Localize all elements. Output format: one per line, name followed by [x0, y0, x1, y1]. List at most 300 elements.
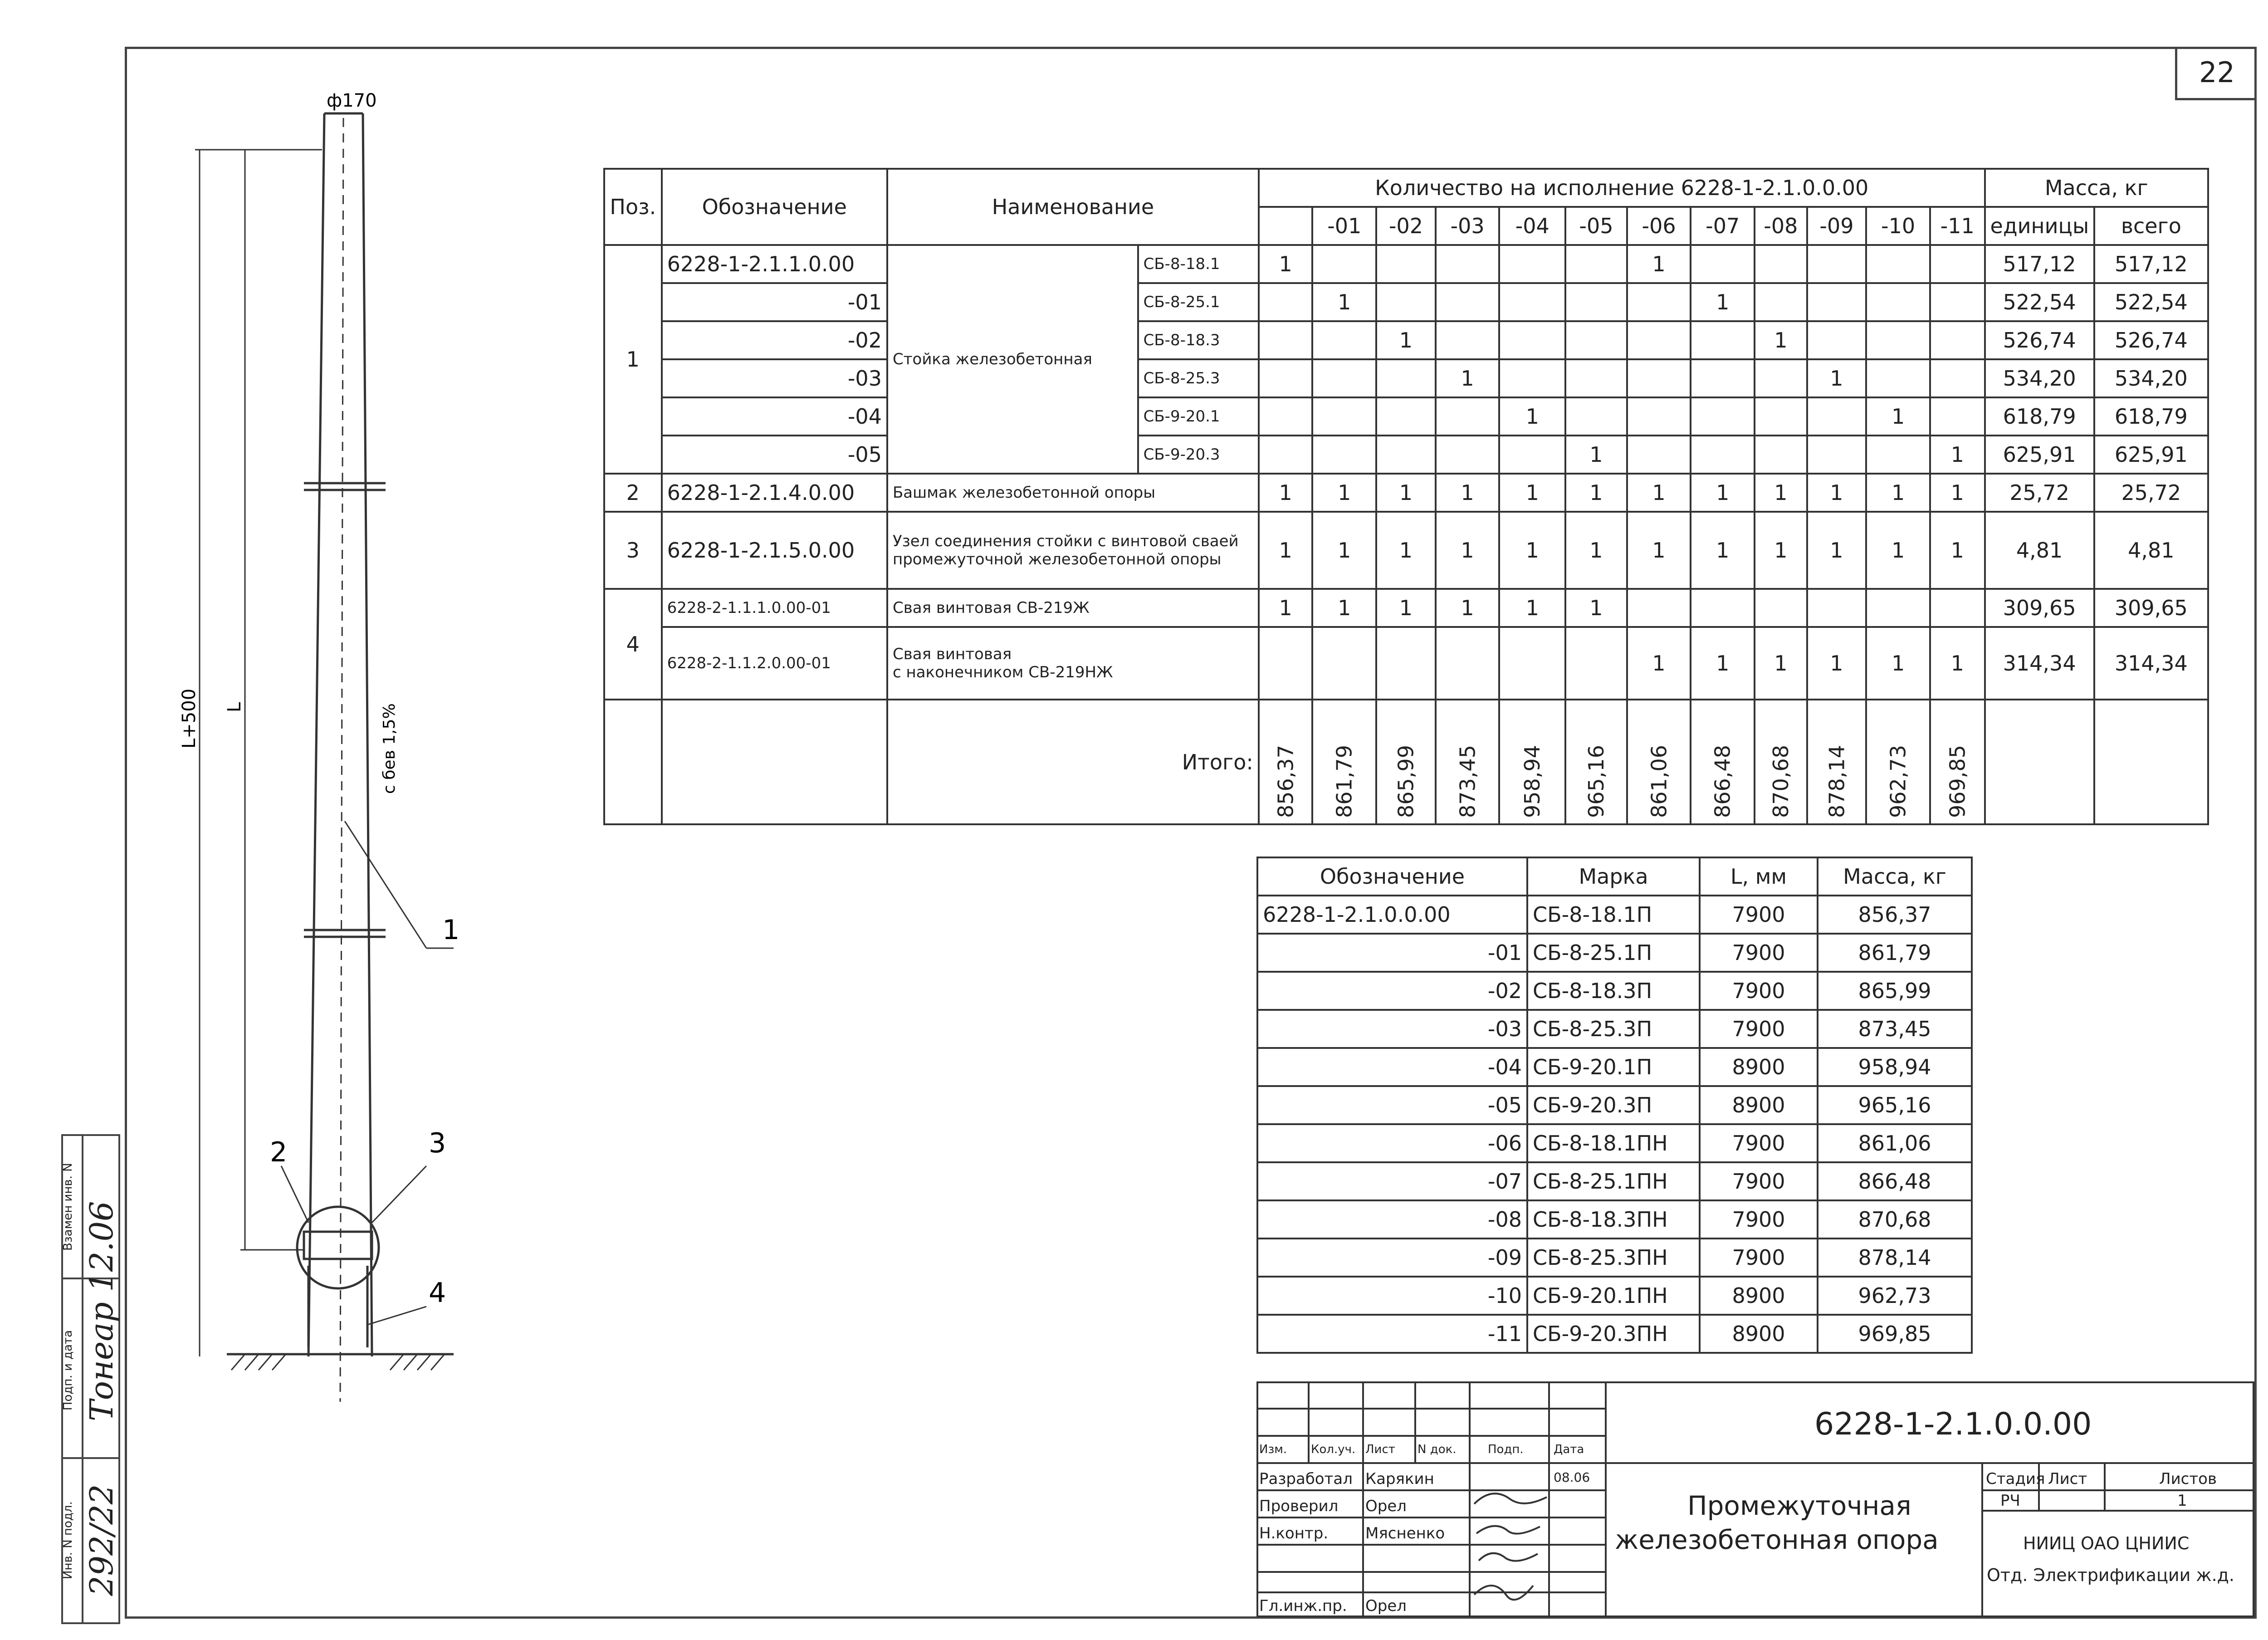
stand-rows	[604, 245, 2208, 474]
length-dimension-label: L	[224, 702, 245, 712]
totals-pos	[604, 700, 662, 824]
row-qty	[1930, 245, 1985, 283]
header-variant: -11	[1930, 207, 1985, 245]
header-pos: Поз.	[604, 169, 662, 245]
tb-role-1: Разработал	[1259, 1470, 1353, 1488]
tb-name-3: Мясненко	[1365, 1524, 1445, 1542]
row-qty	[1259, 359, 1313, 397]
mark-row	[1257, 896, 1972, 934]
mark-cell: 865,99	[1818, 972, 1972, 1010]
row-qty: 1	[1376, 589, 1436, 627]
row-qty	[1376, 436, 1436, 474]
specification-table	[603, 168, 2209, 825]
row-mark: СБ-8-25.3	[1138, 359, 1259, 397]
row-qty: 1	[1499, 474, 1565, 512]
mark-table	[1256, 857, 1973, 1354]
row-qty	[1627, 436, 1691, 474]
header-variant: -04	[1499, 207, 1565, 245]
row-name	[887, 627, 1259, 700]
mark-cell: 6228-1-2.1.0.0.00	[1257, 896, 1527, 934]
mark-cell: СБ-8-18.3ПН	[1527, 1200, 1700, 1239]
row-total-mass: 625,91	[2094, 436, 2208, 474]
height-dimension-label: L+500	[179, 688, 200, 749]
row-qty	[1376, 283, 1436, 321]
row-qty: 1	[1755, 474, 1807, 512]
row-qty	[1259, 436, 1313, 474]
row-unit-mass: 522,54	[1985, 283, 2094, 321]
row-unit-mass: 517,12	[1985, 245, 2094, 283]
row-designation: 6228-2-1.1.1.0.00-01	[662, 589, 887, 627]
spec-header-row-1	[604, 169, 2208, 207]
row-qty	[1807, 321, 1867, 359]
mark-cell: -07	[1257, 1162, 1527, 1200]
row-total-mass: 618,79	[2094, 397, 2208, 436]
mark-header-row	[1257, 857, 1972, 896]
mark-cell: 861,79	[1818, 934, 1972, 972]
row-qty	[1755, 245, 1807, 283]
total-value: 861,06	[1627, 700, 1691, 824]
row-qty: 1	[1866, 397, 1930, 436]
tb-role-2: Проверил	[1259, 1497, 1339, 1515]
tb-col-data: Дата	[1554, 1443, 1584, 1456]
left-stamp	[61, 1134, 120, 1624]
row-name-line2: с наконечником СВ-219НЖ	[892, 663, 1113, 681]
sheets-value: 1	[2177, 1492, 2187, 1510]
mark-cell: 8900	[1700, 1277, 1818, 1315]
row-qty: 1	[1312, 512, 1376, 589]
row-qty: 1	[1436, 589, 1500, 627]
mark-cell: 866,48	[1818, 1162, 1972, 1200]
header-variant: -10	[1866, 207, 1930, 245]
mark-row	[1257, 1239, 1972, 1277]
row-designation: -05	[662, 436, 887, 474]
row-total-mass: 517,12	[2094, 245, 2208, 283]
row-qty	[1627, 359, 1691, 397]
row-qty: 1	[1866, 474, 1930, 512]
totals-designation	[662, 700, 887, 824]
row-qty: 1	[1259, 474, 1313, 512]
spec-row	[604, 474, 2208, 512]
row-qty: 1	[1627, 474, 1691, 512]
mark-table-body	[1257, 857, 1972, 1353]
sheets-label: Листов	[2159, 1470, 2217, 1488]
row-qty	[1807, 397, 1867, 436]
total-value: 969,85	[1930, 700, 1985, 824]
mark-cell: 7900	[1700, 896, 1818, 934]
tb-col-ndok: N док.	[1418, 1443, 1457, 1456]
row-qty	[1866, 321, 1930, 359]
row-qty	[1376, 245, 1436, 283]
row-qty	[1565, 397, 1627, 436]
row-qty	[1436, 245, 1500, 283]
row-pos: 1	[604, 245, 662, 474]
org-line1: НИИЦ ОАО ЦНИИС	[2023, 1533, 2190, 1553]
mark-cell: СБ-8-18.1ПН	[1527, 1124, 1700, 1162]
mark-cell: СБ-8-25.1ПН	[1527, 1162, 1700, 1200]
row-qty	[1259, 627, 1313, 700]
mark-row	[1257, 1124, 1972, 1162]
mark-row	[1257, 972, 1972, 1010]
total-value: 865,99	[1376, 700, 1436, 824]
mark-header: Обозначение	[1257, 857, 1527, 896]
mark-cell: 7900	[1700, 1162, 1818, 1200]
tb-role-3: Н.контр.	[1259, 1524, 1329, 1542]
tb-name-2: Орел	[1365, 1497, 1407, 1515]
row-qty	[1691, 589, 1755, 627]
tb-col-podp: Подп.	[1488, 1443, 1524, 1456]
mark-cell: 8900	[1700, 1086, 1818, 1124]
drawing-title-line1: Промежуточная	[1687, 1490, 1911, 1521]
row-qty: 1	[1436, 512, 1500, 589]
row-total-mass: 4,81	[2094, 512, 2208, 589]
totals-unit	[1985, 700, 2094, 824]
row-qty	[1499, 245, 1565, 283]
mark-cell: -10	[1257, 1277, 1527, 1315]
row-total-mass: 522,54	[2094, 283, 2208, 321]
row-unit-mass: 526,74	[1985, 321, 2094, 359]
row-qty	[1807, 283, 1867, 321]
row-designation: -04	[662, 397, 887, 436]
mark-row	[1257, 1086, 1972, 1124]
row-designation: 6228-1-2.1.5.0.00	[662, 512, 887, 589]
spec-row	[604, 512, 2208, 589]
mark-row	[1257, 1010, 1972, 1048]
row-qty: 1	[1930, 627, 1985, 700]
row-qty	[1866, 283, 1930, 321]
mark-cell: СБ-8-18.3П	[1527, 972, 1700, 1010]
header-unit-mass: единицы	[1985, 207, 2094, 245]
row-qty	[1436, 397, 1500, 436]
row-qty: 1	[1807, 512, 1867, 589]
spec-row	[604, 436, 2208, 474]
spec-row	[604, 283, 2208, 321]
row-qty	[1259, 283, 1313, 321]
row-qty	[1691, 321, 1755, 359]
header-variant: -02	[1376, 207, 1436, 245]
mark-cell: 7900	[1700, 972, 1818, 1010]
row-qty	[1627, 283, 1691, 321]
mark-cell: СБ-9-20.3П	[1527, 1086, 1700, 1124]
mark-cell: СБ-8-25.3ПН	[1527, 1239, 1700, 1277]
row-qty	[1807, 589, 1867, 627]
row-qty	[1312, 359, 1376, 397]
row-qty: 1	[1627, 245, 1691, 283]
mark-cell: -04	[1257, 1048, 1527, 1086]
row-name-line1: Свая винтовая	[892, 645, 1012, 663]
row-pos: 4	[604, 589, 662, 700]
diameter-label: ф170	[327, 90, 377, 111]
total-value: 878,14	[1807, 700, 1867, 824]
row-qty: 1	[1930, 436, 1985, 474]
row-qty	[1691, 436, 1755, 474]
row-name-line1: Узел соединения стойки с винтовой сваей	[892, 532, 1239, 550]
stage-value: РЧ	[2000, 1492, 2020, 1510]
total-value: 856,37	[1259, 700, 1313, 824]
mark-cell: СБ-8-18.1П	[1527, 896, 1700, 934]
row-qty: 1	[1376, 321, 1436, 359]
row-qty	[1376, 397, 1436, 436]
spec-row	[604, 589, 2208, 627]
callout-1: 1	[442, 914, 460, 946]
total-value: 870,68	[1755, 700, 1807, 824]
stage-label: Стадия	[1986, 1470, 2045, 1488]
mark-header: Марка	[1527, 857, 1700, 896]
other-rows	[604, 474, 2208, 824]
row-qty: 1	[1565, 436, 1627, 474]
row-qty	[1565, 359, 1627, 397]
row-qty	[1866, 436, 1930, 474]
mark-row	[1257, 1048, 1972, 1086]
mark-row	[1257, 1315, 1972, 1353]
mark-cell: 873,45	[1818, 1010, 1972, 1048]
row-qty: 1	[1376, 474, 1436, 512]
row-qty	[1259, 321, 1313, 359]
row-name-line2: промежуточной железобетонной опоры	[892, 550, 1222, 568]
row-qty: 1	[1691, 512, 1755, 589]
spec-row	[604, 627, 2208, 700]
row-name	[887, 512, 1259, 589]
row-qty: 1	[1499, 512, 1565, 589]
header-name: Наименование	[887, 169, 1259, 245]
row-qty: 1	[1866, 512, 1930, 589]
mark-cell: -08	[1257, 1200, 1527, 1239]
header-variant: -03	[1436, 207, 1500, 245]
row-qty	[1565, 321, 1627, 359]
row-qty	[1930, 321, 1985, 359]
inventory-number: 292/22	[83, 1484, 120, 1596]
row-designation: -03	[662, 359, 887, 397]
pole-drawing	[172, 86, 517, 1438]
header-variant: -06	[1627, 207, 1691, 245]
sheet-label: Лист	[2048, 1470, 2087, 1488]
mark-cell: СБ-9-20.3ПН	[1527, 1315, 1700, 1353]
mark-cell: -05	[1257, 1086, 1527, 1124]
header-quantity: Количество на исполнение 6228-1-2.1.0.0.00	[1259, 169, 1985, 207]
row-unit-mass: 4,81	[1985, 512, 2094, 589]
row-total-mass: 25,72	[2094, 474, 2208, 512]
row-qty: 1	[1565, 589, 1627, 627]
row-qty	[1627, 397, 1691, 436]
row-qty	[1312, 245, 1376, 283]
row-total-mass: 526,74	[2094, 321, 2208, 359]
total-value: 873,45	[1436, 700, 1500, 824]
row-designation: 6228-1-2.1.4.0.00	[662, 474, 887, 512]
totals-total	[2094, 700, 2208, 824]
row-qty: 1	[1312, 589, 1376, 627]
header-total-mass: всего	[2094, 207, 2208, 245]
mark-cell: 8900	[1700, 1048, 1818, 1086]
row-qty	[1807, 245, 1867, 283]
drawing-code: 6228-1-2.1.0.0.00	[1814, 1406, 2092, 1442]
row-qty	[1259, 397, 1313, 436]
row-qty	[1499, 359, 1565, 397]
row-qty	[1436, 627, 1500, 700]
mark-cell: 7900	[1700, 1239, 1818, 1277]
row-qty	[1312, 436, 1376, 474]
sheet-number: 22	[2175, 47, 2257, 100]
tb-name-5: Орел	[1365, 1597, 1407, 1615]
row-pos: 3	[604, 512, 662, 589]
mark-row	[1257, 1200, 1972, 1239]
slope-label: с бев 1,5%	[380, 703, 399, 794]
row-qty: 1	[1807, 627, 1867, 700]
row-designation: 6228-1-2.1.1.0.00	[662, 245, 887, 283]
tb-col-izm: Изм.	[1259, 1443, 1287, 1456]
mark-cell: 969,85	[1818, 1315, 1972, 1353]
row-qty: 1	[1565, 512, 1627, 589]
row-qty: 1	[1691, 474, 1755, 512]
row-qty: 1	[1627, 512, 1691, 589]
total-value: 866,48	[1691, 700, 1755, 824]
title-block	[1256, 1381, 2254, 1617]
totals-label: Итого:	[887, 700, 1259, 824]
mark-cell: 856,37	[1818, 896, 1972, 934]
spec-row	[604, 245, 2208, 283]
row-qty: 1	[1565, 474, 1627, 512]
spec-row	[604, 397, 2208, 436]
row-qty: 1	[1755, 512, 1807, 589]
row-qty	[1436, 321, 1500, 359]
row-qty	[1755, 436, 1807, 474]
tb-role-5: Гл.инж.пр.	[1259, 1597, 1347, 1615]
mark-header: Масса, кг	[1818, 857, 1972, 896]
row-qty: 1	[1436, 359, 1500, 397]
row-designation: -02	[662, 321, 887, 359]
row-qty: 1	[1312, 474, 1376, 512]
row-mark: СБ-8-25.1	[1138, 283, 1259, 321]
mark-row	[1257, 1277, 1972, 1315]
mark-cell: 7900	[1700, 1124, 1818, 1162]
row-total-mass: 309,65	[2094, 589, 2208, 627]
org-line2: Отд. Электрификации ж.д.	[1987, 1565, 2235, 1585]
row-qty	[1565, 245, 1627, 283]
row-qty	[1930, 397, 1985, 436]
header-variant: -05	[1565, 207, 1627, 245]
row-qty	[1312, 627, 1376, 700]
label-sign-date: Подп. и дата	[61, 1330, 75, 1410]
row-name: Свая винтовая СВ-219Ж	[887, 589, 1259, 627]
row-mark: СБ-9-20.3	[1138, 436, 1259, 474]
mark-cell: 958,94	[1818, 1048, 1972, 1086]
totals-row	[604, 700, 2208, 824]
header-variant	[1259, 207, 1313, 245]
total-value: 962,73	[1866, 700, 1930, 824]
row-unit-mass: 534,20	[1985, 359, 2094, 397]
row-pos: 2	[604, 474, 662, 512]
mark-cell: -02	[1257, 972, 1527, 1010]
tb-date-1: 08.06	[1554, 1470, 1590, 1485]
row-qty	[1866, 245, 1930, 283]
mark-header: L, мм	[1700, 857, 1818, 896]
row-qty	[1691, 245, 1755, 283]
mark-cell: СБ-9-20.1П	[1527, 1048, 1700, 1086]
row-qty: 1	[1691, 627, 1755, 700]
mark-row	[1257, 934, 1972, 972]
total-value: 965,16	[1565, 700, 1627, 824]
row-qty	[1376, 359, 1436, 397]
row-unit-mass: 314,34	[1985, 627, 2094, 700]
spec-row	[604, 321, 2208, 359]
row-qty: 1	[1499, 589, 1565, 627]
callout-2: 2	[270, 1136, 288, 1168]
row-qty	[1565, 283, 1627, 321]
row-qty	[1930, 589, 1985, 627]
row-qty	[1755, 589, 1807, 627]
mark-cell: 962,73	[1818, 1277, 1972, 1315]
row-unit-mass: 25,72	[1985, 474, 2094, 512]
row-qty: 1	[1691, 283, 1755, 321]
row-qty: 1	[1930, 512, 1985, 589]
mark-cell: СБ-8-25.1П	[1527, 934, 1700, 972]
spec-row	[604, 359, 2208, 397]
header-mass: Масса, кг	[1985, 169, 2208, 207]
row-qty: 1	[1259, 512, 1313, 589]
mark-cell: -03	[1257, 1010, 1527, 1048]
row-name: Стойка железобетонная	[887, 245, 1138, 474]
row-qty	[1866, 359, 1930, 397]
row-mark: СБ-8-18.3	[1138, 321, 1259, 359]
tb-col-kolych: Кол.уч.	[1311, 1443, 1356, 1456]
header-variant: -07	[1691, 207, 1755, 245]
row-qty	[1499, 321, 1565, 359]
drawing-title-line2: железобетонная опора	[1615, 1524, 1939, 1555]
row-name: Башмак железобетонной опоры	[887, 474, 1259, 512]
total-value: 861,79	[1312, 700, 1376, 824]
row-designation: -01	[662, 283, 887, 321]
row-qty: 1	[1259, 245, 1313, 283]
row-total-mass: 534,20	[2094, 359, 2208, 397]
row-qty: 1	[1376, 512, 1436, 589]
row-mark: СБ-8-18.1	[1138, 245, 1259, 283]
row-qty	[1807, 436, 1867, 474]
row-qty: 1	[1436, 474, 1500, 512]
row-qty: 1	[1259, 589, 1313, 627]
row-qty	[1930, 359, 1985, 397]
label-replaced-inv: Взамен инв. N	[61, 1163, 75, 1251]
signatures	[1474, 1493, 1547, 1600]
callout-3: 3	[429, 1127, 446, 1159]
row-qty: 1	[1627, 627, 1691, 700]
header-variant: -08	[1755, 207, 1807, 245]
row-qty	[1499, 283, 1565, 321]
row-mark: СБ-9-20.1	[1138, 397, 1259, 436]
header-variant: -09	[1807, 207, 1867, 245]
mark-cell: СБ-9-20.1ПН	[1527, 1277, 1700, 1315]
mark-cell: 965,16	[1818, 1086, 1972, 1124]
mark-cell: 878,14	[1818, 1239, 1972, 1277]
row-qty	[1755, 359, 1807, 397]
row-qty	[1499, 436, 1565, 474]
row-qty	[1436, 283, 1500, 321]
row-qty	[1627, 589, 1691, 627]
row-qty	[1499, 627, 1565, 700]
mark-cell: -11	[1257, 1315, 1527, 1353]
row-qty	[1755, 283, 1807, 321]
mark-cell: 8900	[1700, 1315, 1818, 1353]
mark-cell: 7900	[1700, 1010, 1818, 1048]
row-qty: 1	[1930, 474, 1985, 512]
mark-cell: СБ-8-25.3П	[1527, 1010, 1700, 1048]
row-designation: 6228-2-1.1.2.0.00-01	[662, 627, 887, 700]
row-total-mass: 314,34	[2094, 627, 2208, 700]
row-qty	[1691, 359, 1755, 397]
mark-cell: 7900	[1700, 934, 1818, 972]
header-variant: -01	[1312, 207, 1376, 245]
row-qty	[1866, 589, 1930, 627]
row-qty: 1	[1866, 627, 1930, 700]
row-qty: 1	[1312, 283, 1376, 321]
row-unit-mass: 618,79	[1985, 397, 2094, 436]
